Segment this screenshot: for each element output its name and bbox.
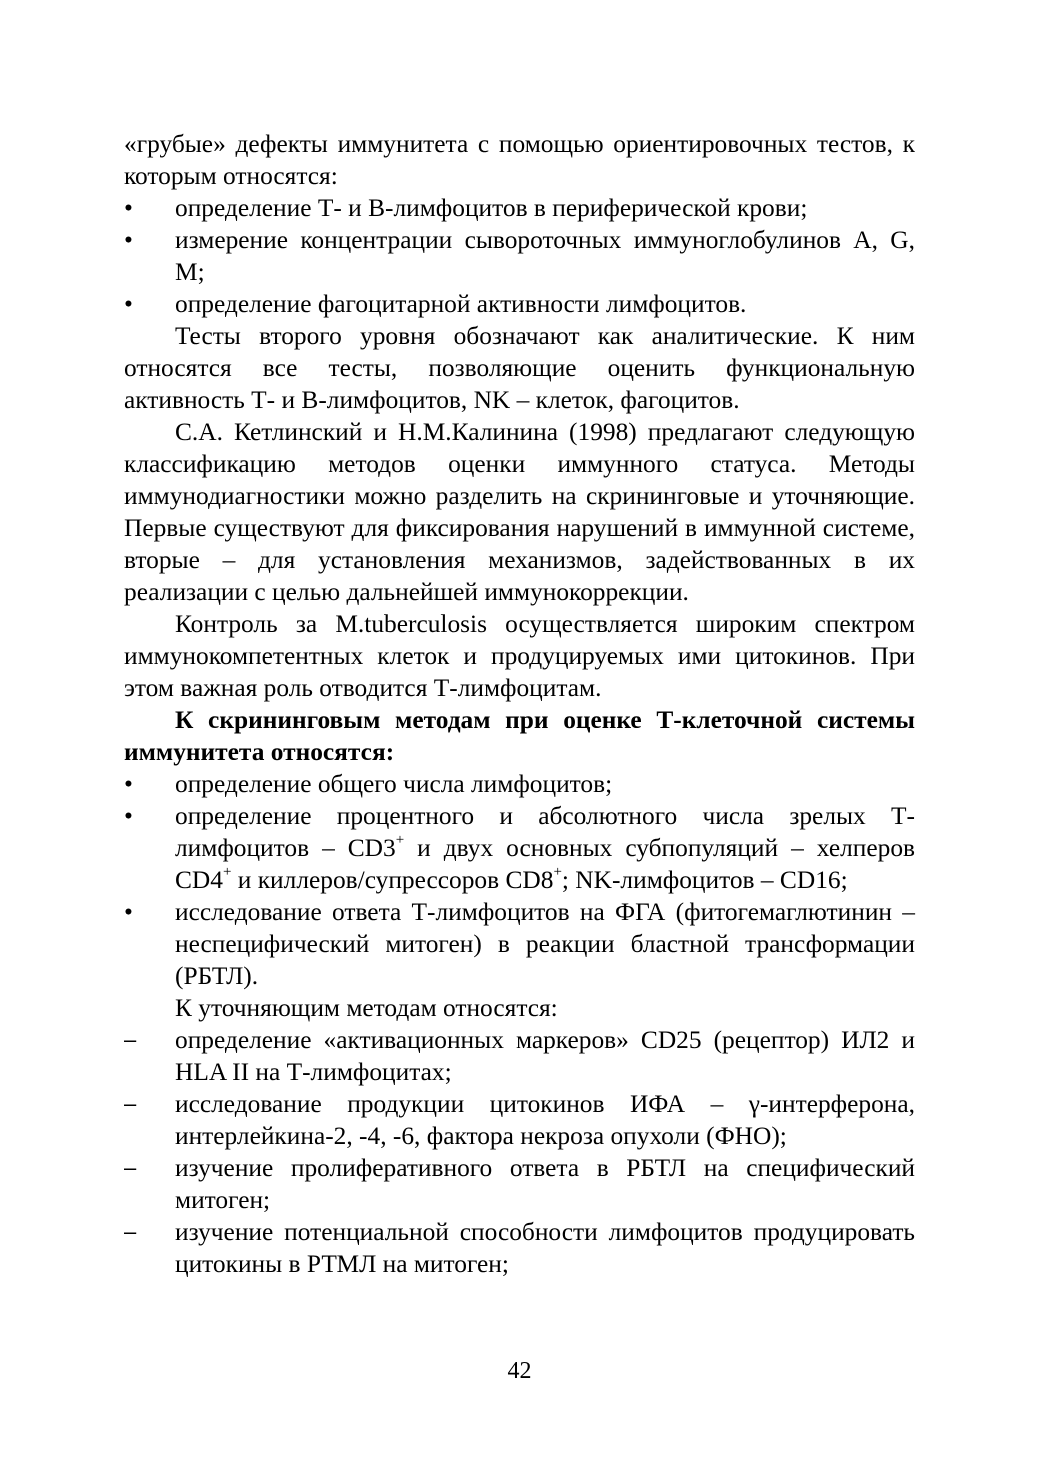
list-item-text: измерение концентрации сывороточных иммуноглобулинов A, G, M; (175, 226, 915, 286)
text-fragment: и двух основных субпопуляций – хелперов CD4 (175, 834, 916, 894)
paragraph-second-level-tests: Тесты второго уровня обозначают как аналитические. К ним относятся все тесты, позволяющие оценить функциональную активность Т- и В-лимфоцитов, NK – клеток, фагоцитов. (124, 322, 915, 414)
paragraph-screening-heading: К скрининговым методам при оценке Т-клеточной системы иммунитета относятся: (124, 706, 915, 766)
dash-marker: – (124, 1091, 137, 1116)
list-item-text: определение общего числа лимфоцитов; (175, 770, 613, 798)
bullet-marker: • (124, 770, 133, 798)
paragraph-intro: «грубые» дефекты иммунитета с помощью ориентировочных тестов, к которым относятся: (124, 130, 915, 190)
list-item-text: исследование ответа Т-лимфоцитов на ФГА (фитогемаглютинин – неспецифический митоген) в реакции бластной трансформации (РБТЛ). (175, 898, 915, 990)
paragraph-control: Контроль за M.tuberculosis осуществляется широким спектром иммунокомпетентных клеток и продуцируемых ими цитокинов. При этом важная роль отводится Т-лимфоцитам. (124, 610, 915, 702)
list-item-text (175, 802, 915, 894)
dash-marker: – (124, 1027, 137, 1052)
bullet-marker: • (124, 290, 133, 318)
superscript-plus: + (222, 864, 232, 880)
list-item-text: определение Т- и В-лимфоцитов в периферической крови; (175, 194, 808, 222)
bullet-marker: • (124, 802, 133, 830)
list-item-text: определение «активационных маркеров» CD25 (рецептор) ИЛ2 и HLA II на Т-лимфоцитах; (175, 1026, 915, 1086)
list-item-text: определение фагоцитарной активности лимфоцитов. (175, 290, 747, 318)
bullet-marker: • (124, 194, 133, 222)
list-item (124, 192, 915, 224)
superscript-plus: + (553, 864, 562, 880)
list-item (124, 800, 915, 896)
dash-list-clarifying-methods (124, 1024, 915, 1280)
list-item (124, 896, 915, 992)
paragraph-classification: С.А. Кетлинский и Н.М.Калинина (1998) предлагают следующую классификацию методов оценки иммунного статуса. Методы иммунодиагностики можно разделить на скрининговые и уточняющие. Первые существуют для фиксирования нарушений в иммунной системе, вторые – для установления механизмов, задействованных в их реализации с целью дальнейшей иммунокоррекции. (124, 418, 915, 606)
list-item-text: исследование продукции цитокинов ИФА – γ-интерферона, интерлейкина-2, -4, -6, фактора некроза опухоли (ФНО); (175, 1090, 915, 1150)
list-item-text: изучение пролиферативного ответа в РБТЛ на специфический митоген; (175, 1154, 915, 1214)
list-item (124, 1152, 915, 1216)
dash-marker: – (124, 1219, 137, 1244)
list-item (124, 768, 915, 800)
list-item (124, 1088, 915, 1152)
text-fragment: и киллеров/супрессоров CD8 (231, 866, 554, 894)
page-body (124, 128, 915, 1280)
list-item (124, 1024, 915, 1088)
text-fragment: определение процентного и абсолютного числа зрелых Т-лимфоцитов – CD3 (175, 802, 915, 862)
list-item (124, 1216, 915, 1280)
dash-marker: – (124, 1155, 137, 1180)
list-item-text: изучение потенциальной способности лимфоцитов продуцировать цитокины в РТМЛ на митоген; (175, 1218, 915, 1278)
superscript-plus: + (395, 832, 405, 848)
bullet-marker: • (124, 898, 133, 926)
bullet-list-rough-tests (124, 192, 915, 320)
bullet-marker: • (124, 226, 133, 254)
paragraph-clarifying-heading: К уточняющим методам относятся: (175, 994, 558, 1022)
list-item (124, 224, 915, 288)
list-item (124, 288, 915, 320)
bullet-list-screening-methods (124, 768, 915, 992)
text-fragment: ; NK-лимфоцитов – CD16; (561, 866, 848, 894)
page-number: 42 (507, 1358, 532, 1384)
